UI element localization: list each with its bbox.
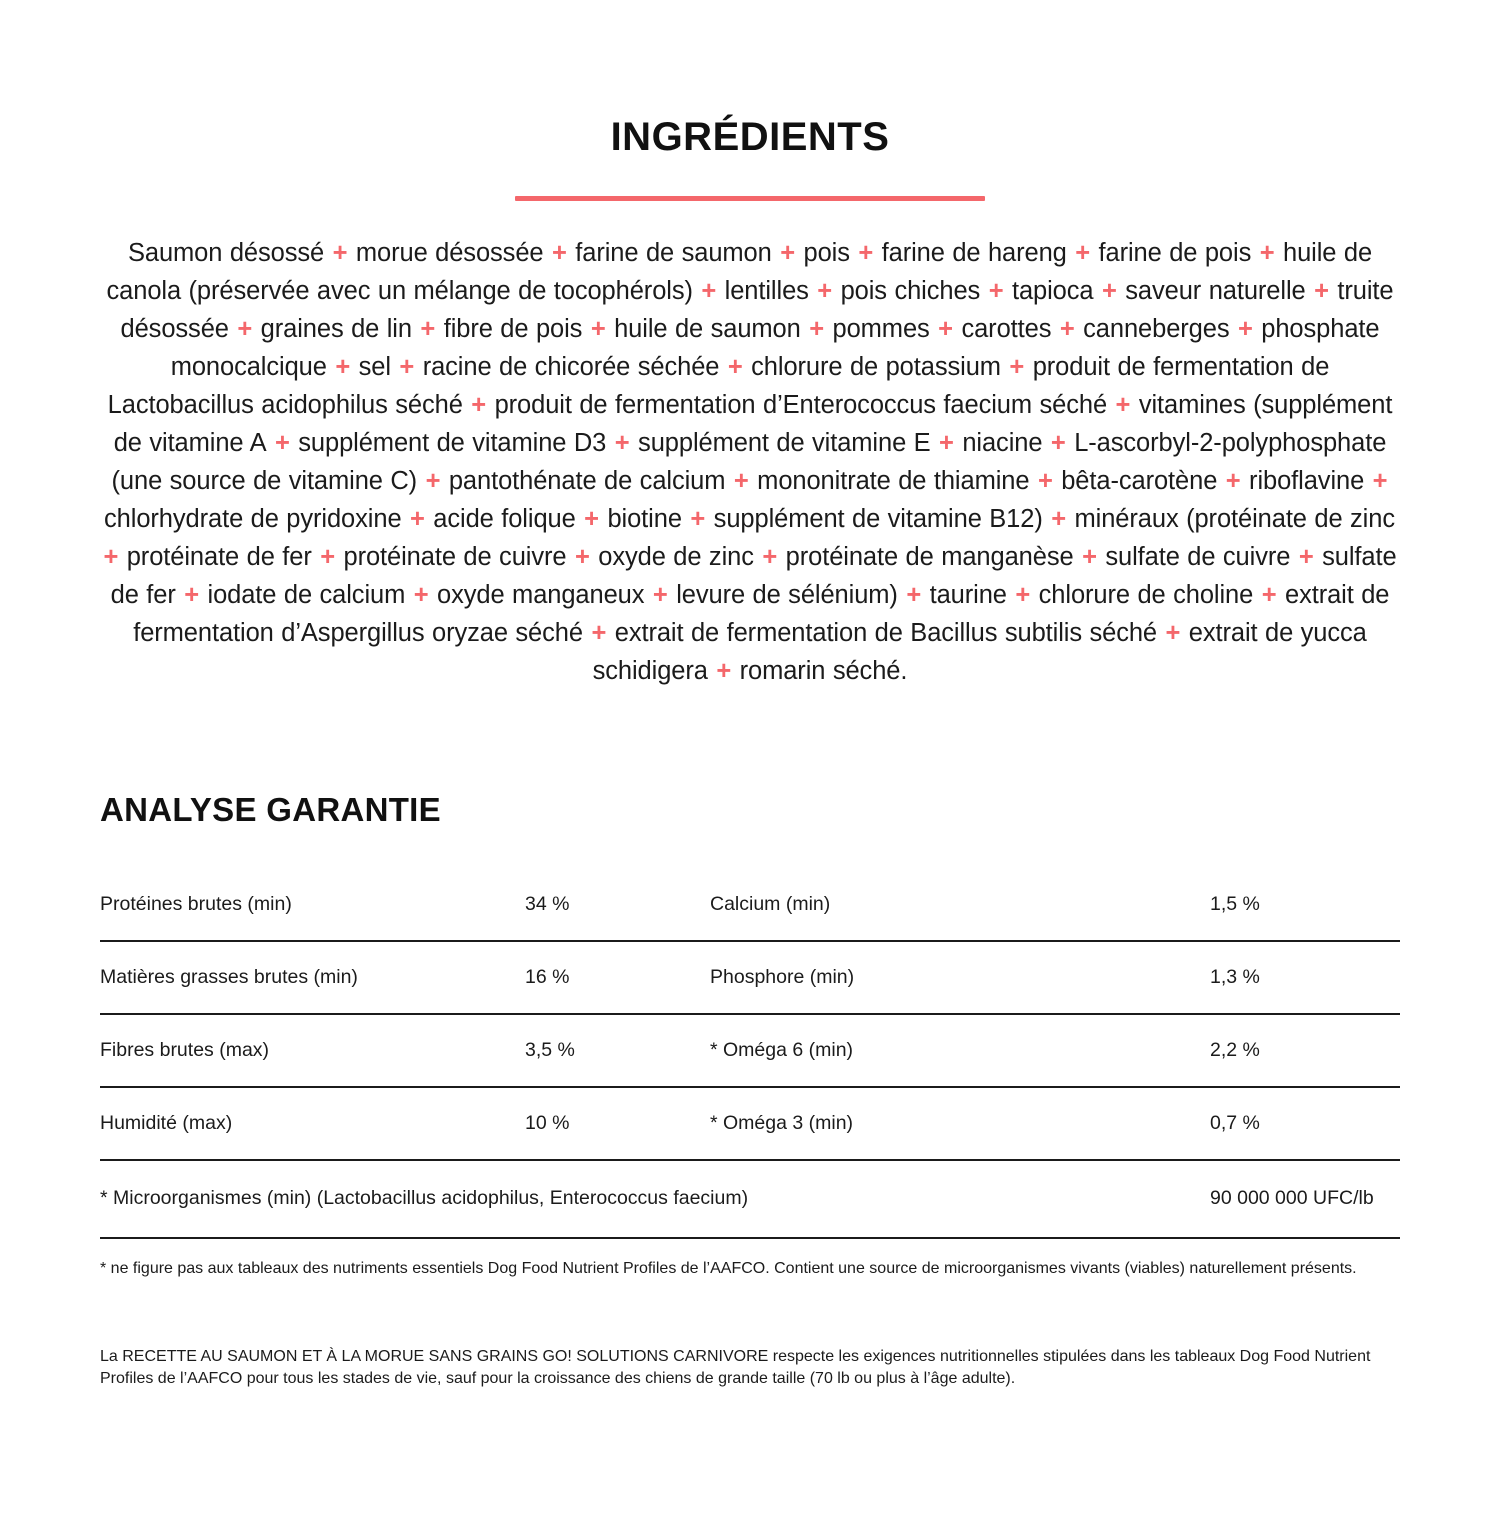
ingredient-separator: + [809,276,840,305]
ingredient-item: farine de pois [1098,238,1252,267]
nutrient-label-left: Humidité (max) [100,1087,525,1160]
nutrient-label-right: Phosphore (min) [710,941,1210,1014]
ingredient-item: supplément de vitamine B12) [713,504,1043,533]
ingredient-item: fibre de pois [443,314,583,343]
ingredient-item: extrait de yucca schidigera [592,618,1367,685]
table-row [100,869,1400,941]
ingredient-item: morue désossée [355,238,544,267]
asterisk-footnote: * ne figure pas aux tableaux des nutriments essentiels Dog Food Nutrient Profiles de l’AAFCO. Contient une source de microorganismes vivants (viables) naturellement présents. [100,1259,1357,1277]
ingredient-separator: + [1007,580,1038,609]
nutrient-value-right: 2,2 % [1210,1014,1400,1087]
ingredient-separator: + [412,314,443,343]
ingredient-item: Saumon désossé [127,238,325,267]
guaranteed-analysis-title: ANALYSE GARANTIE [100,790,441,828]
ingredient-separator: + [1158,618,1188,647]
ingredient-separator: + [645,580,676,609]
ingredient-item: riboflavine [1249,466,1365,495]
nutrient-label-left: Fibres brutes (max) [100,1014,525,1087]
ingredient-item: huile de canola (préservée avec un mélange de tocophérols) [106,238,1373,305]
ingredient-separator: + [1230,314,1261,343]
ingredient-item: pois [803,238,850,267]
ingredient-separator: + [898,580,929,609]
ingredient-separator: + [229,314,260,343]
nutrient-label-right: Calcium (min) [710,869,1210,941]
nutrient-value-right: 1,5 % [1210,869,1400,941]
table-row [100,941,1400,1014]
ingredient-item: truite désossée [120,276,1394,343]
ingredient-separator: + [418,466,448,495]
ingredient-separator: + [708,656,739,685]
ingredient-separator: + [583,314,614,343]
ingredient-separator: + [391,352,422,381]
ingredient-item: L-ascorbyl-2-polyphosphate (une source de vitamine C) [111,428,1387,495]
ingredient-separator: + [583,618,614,647]
ingredient-separator: + [1306,276,1337,305]
nutrient-value-left: 10 % [525,1087,710,1160]
ingredient-separator: + [801,314,832,343]
ingredient-item: biotine [607,504,682,533]
ingredient-separator: + [1074,542,1105,571]
ingredient-item: produit de fermentation de Lactobacillus acidophilus séché [107,352,1330,419]
ingredient-item: chlorure de choline [1038,580,1254,609]
ingredient-item: extrait de fermentation d’Aspergillus oryzae séché [133,580,1390,647]
ingredient-separator: + [327,352,358,381]
ingredient-separator: + [1291,542,1322,571]
ingredient-separator: + [176,580,207,609]
ingredient-separator: + [1365,466,1388,495]
nutrient-label-left: Matières grasses brutes (min) [100,941,525,1014]
ingredient-separator: + [930,314,961,343]
ingredient-item: extrait de fermentation de Bacillus subtilis séché [614,618,1158,647]
ingredient-separator: + [850,238,881,267]
ingredient-separator: + [406,580,437,609]
ingredient-item: pantothénate de calcium [448,466,726,495]
ingredient-item: pommes [832,314,930,343]
ingredient-item: chlorure de potassium [751,352,1001,381]
ingredient-item: huile de saumon [614,314,801,343]
ingredient-separator: + [607,428,638,457]
ingredient-separator: + [567,542,598,571]
microorganisms-label: * Microorganismes (min) (Lactobacillus acidophilus, Enterococcus faecium) [100,1160,1210,1238]
ingredient-separator: + [1108,390,1138,419]
ingredient-item: vitamines (supplément de vitamine A [113,390,1393,457]
ingredient-item: farine de saumon [575,238,772,267]
nutrient-label-left: Protéines brutes (min) [100,869,525,941]
ingredient-item: sel [358,352,391,381]
ingredient-item: phosphate monocalcique [170,314,1380,381]
ingredient-separator: + [1067,238,1098,267]
ingredient-item: carottes [961,314,1052,343]
ingredient-item: oxyde de zinc [598,542,754,571]
table-row [100,1014,1400,1087]
aafco-footnote: La RECETTE AU SAUMON ET À LA MORUE SANS GRAINS GO! SOLUTIONS CARNIVORE respecte les exigences nutritionnelles stipulées dans les tableaux Dog Food Nutrient Profiles de l’AAFCO pour tous les stades de vie, sauf pour la croissance des chiens de grande taille (70 lb ou plus à l’âge adulte). [100,1347,1371,1387]
ingredient-separator: + [463,390,494,419]
ingredient-item: supplément de vitamine D3 [298,428,607,457]
ingredient-separator: + [325,238,355,267]
nutrient-value-right: 0,7 % [1210,1087,1400,1160]
ingredient-item: oxyde manganeux [437,580,645,609]
ingredient-separator: + [1043,428,1074,457]
microorganisms-value: 90 000 000 UFC/lb [1210,1160,1400,1238]
ingredient-separator: + [772,238,803,267]
ingredient-separator: + [1254,580,1284,609]
ingredient-separator: + [1218,466,1249,495]
ingredient-item: canneberges [1083,314,1230,343]
ingredient-item: minéraux (protéinate de zinc [1074,504,1395,533]
nutrient-label-right: * Oméga 3 (min) [710,1087,1210,1160]
ingredient-separator: + [312,542,343,571]
ingredients-list-text [95,234,1405,690]
table-row [100,1087,1400,1160]
ingredient-item: tapioca [1011,276,1094,305]
ingredient-item: protéinate de fer [126,542,312,571]
ingredient-item: acide folique [433,504,576,533]
guaranteed-analysis-table-wrap [100,869,1400,1239]
ingredient-item: sulfate de cuivre [1105,542,1291,571]
ingredient-separator: + [693,276,724,305]
nutrient-value-left: 16 % [525,941,710,1014]
nutrient-value-left: 34 % [525,869,710,941]
ingredient-separator: + [726,466,757,495]
ingredient-item: sulfate de fer [110,542,1397,609]
ingredient-item: farine de hareng [881,238,1067,267]
ingredient-item: bêta-carotène [1061,466,1218,495]
ingredient-item: chlorhydrate de pyridoxine [104,504,402,533]
ingredient-item: graines de lin [260,314,412,343]
ingredient-separator: + [576,504,607,533]
ingredient-item: taurine [929,580,1007,609]
ingredient-item: produit de fermentation d’Enterococcus faecium séché [494,390,1108,419]
ingredient-separator: + [981,276,1011,305]
ingredient-separator: + [1252,238,1282,267]
ingredient-separator: + [1030,466,1061,495]
ingredient-item: protéinate de manganèse [785,542,1074,571]
ingredients-title: INGRÉDIENTS [610,114,890,159]
ingredient-item: protéinate de cuivre [343,542,567,571]
ingredients-panel [0,27,1500,1527]
ingredient-separator: + [720,352,751,381]
ingredient-item: mononitrate de thiamine [757,466,1030,495]
ingredient-item: pois chiches [840,276,981,305]
ingredient-item: niacine [962,428,1043,457]
nutrient-value-left: 3,5 % [525,1014,710,1087]
ingredient-item: romarin séché. [739,656,908,685]
ingredient-separator: + [1043,504,1074,533]
ingredient-separator: + [544,238,575,267]
ingredient-item: racine de chicorée séchée [422,352,720,381]
ingredient-separator: + [103,542,126,571]
ingredient-separator: + [754,542,785,571]
ingredient-separator: + [1094,276,1125,305]
ingredient-separator: + [682,504,713,533]
table-row [100,1160,1400,1238]
ingredient-separator: + [402,504,433,533]
nutrient-label-right: * Oméga 6 (min) [710,1014,1210,1087]
ingredient-separator: + [1001,352,1032,381]
title-divider-rule [515,196,985,201]
ingredient-item: saveur naturelle [1125,276,1306,305]
ingredient-item: iodate de calcium [207,580,406,609]
ingredient-item: supplément de vitamine E [638,428,931,457]
nutrient-value-right: 1,3 % [1210,941,1400,1014]
ingredient-separator: + [931,428,962,457]
ingredient-separator: + [1052,314,1083,343]
ingredient-item: lentilles [724,276,809,305]
guaranteed-analysis-table [100,869,1400,1239]
ingredient-item: levure de sélénium) [676,580,898,609]
ingredient-separator: + [267,428,298,457]
